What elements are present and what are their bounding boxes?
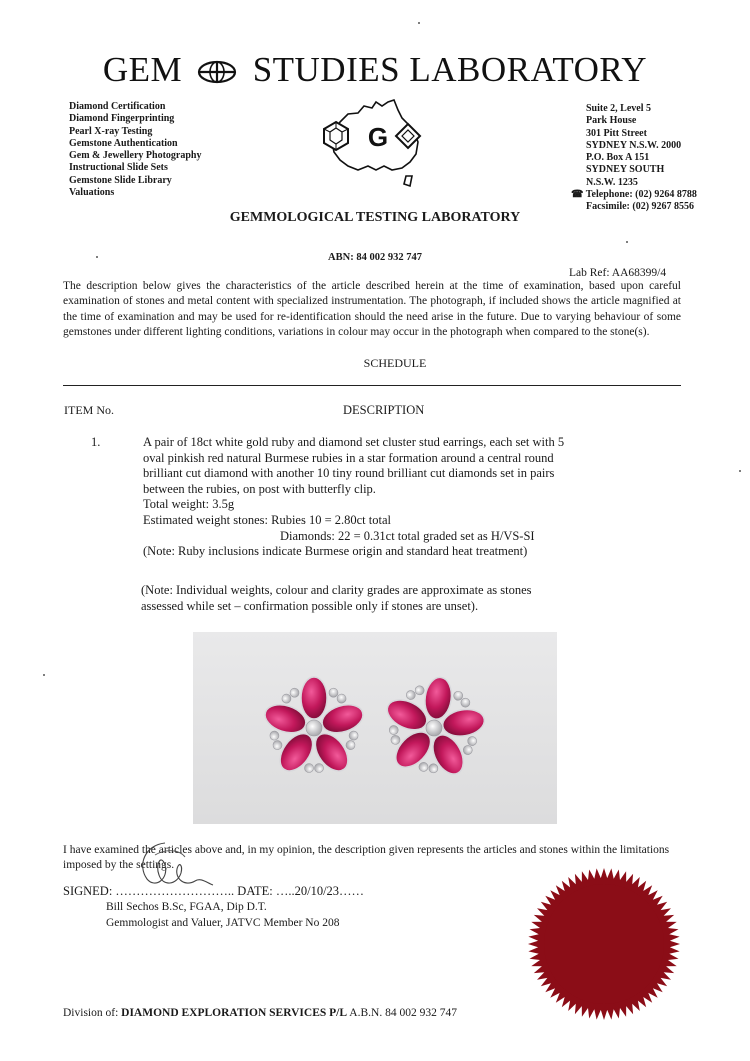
approximation-note bbox=[141, 583, 611, 614]
service-item: Gemstone Slide Library bbox=[69, 174, 172, 186]
scan-speck bbox=[96, 256, 98, 258]
telephone-number: Telephone: (02) 9264 8788 bbox=[585, 189, 697, 201]
item-description bbox=[143, 435, 613, 560]
address-line: Suite 2, Level 5 bbox=[586, 103, 651, 114]
signer-title: Gemmologist and Valuer, JATVC Member No 208 bbox=[106, 916, 340, 929]
earrings-photograph bbox=[193, 632, 557, 824]
divider bbox=[63, 385, 681, 386]
service-item: Pearl X-ray Testing bbox=[69, 125, 153, 137]
description-line: between the rubies, on post with butterfly clip. bbox=[143, 481, 376, 496]
scan-speck bbox=[739, 470, 741, 472]
examiner-declaration: I have examined the articles above and, in my opinion, the description given represents the articles and stones within the limitations imposed by the settings. bbox=[63, 844, 670, 872]
lab-subtitle: GEMMOLOGICAL TESTING LABORATORY bbox=[229, 210, 521, 225]
service-item: Diamond Certification bbox=[69, 101, 166, 112]
diamonds-weight: Diamonds: 22 = 0.31ct total graded set as H/VS-SI bbox=[280, 528, 535, 543]
address-line: 301 Pitt Street bbox=[586, 127, 647, 139]
scan-speck bbox=[626, 241, 628, 243]
schedule-heading: SCHEDULE bbox=[363, 356, 427, 370]
red-wax-seal bbox=[526, 866, 682, 1027]
division-prefix: Division of: bbox=[63, 1007, 119, 1019]
address-line: P.O. Box A 151 bbox=[586, 152, 650, 164]
right-earring bbox=[375, 670, 493, 784]
signer-block bbox=[106, 900, 339, 931]
title-studies-laboratory: STUDIES LABORATORY bbox=[252, 50, 648, 89]
note-line: (Note: Individual weights, colour and clarity grades are approximate as stones bbox=[141, 583, 532, 597]
facsimile-number: Facsimile: (02) 9267 8556 bbox=[586, 201, 695, 213]
division-company: DIAMOND EXPLORATION SERVICES P/L bbox=[121, 1007, 348, 1019]
address-line: SYDNEY SOUTH bbox=[586, 164, 665, 176]
logo-letter: G bbox=[367, 122, 389, 152]
laboratory-name bbox=[0, 50, 750, 93]
note-line: assessed while set – confirmation possible only if stones are unset). bbox=[141, 598, 479, 613]
abn-number: ABN: 84 002 932 747 bbox=[328, 252, 422, 263]
description-heading: DESCRIPTION bbox=[343, 403, 425, 417]
division-abn: A.B.N. 84 002 932 747 bbox=[349, 1007, 457, 1019]
item-no-heading: ITEM No. bbox=[64, 403, 114, 417]
signed-date-row: SIGNED: ……………………….. DATE: …..20/10/23…… bbox=[63, 884, 365, 898]
title-gem: GEM bbox=[102, 50, 183, 89]
description-line: brilliant cut diamond with another 10 tiny round brilliant cut diamonds set in pairs bbox=[143, 466, 555, 481]
left-earring bbox=[261, 677, 366, 777]
signer-name: Bill Sechos B.Sc, FGAA, Dip D.T. bbox=[106, 901, 267, 913]
address-line: SYDNEY N.S.W. 2000 bbox=[586, 139, 682, 151]
services-list bbox=[69, 101, 201, 199]
service-item: Valuations bbox=[69, 187, 115, 199]
gem-globe-icon bbox=[197, 53, 237, 93]
description-line: A pair of 18ct white gold ruby and diamond set cluster stud earrings, each set with 5 bbox=[143, 435, 565, 449]
service-item: Diamond Fingerprinting bbox=[69, 113, 175, 125]
item-number: 1. bbox=[91, 435, 101, 449]
telephone-row bbox=[571, 189, 697, 201]
ruby-note: (Note: Ruby inclusions indicate Burmese origin and standard heat treatment) bbox=[143, 544, 528, 559]
scan-speck bbox=[43, 674, 45, 676]
description-line: oval pinkish red natural Burmese rubies in a star formation around a central round bbox=[143, 450, 554, 465]
division-footer bbox=[63, 1007, 457, 1019]
service-item: Gemstone Authentication bbox=[69, 137, 178, 149]
address-block bbox=[571, 103, 697, 214]
total-weight: Total weight: 3.5g bbox=[143, 497, 235, 512]
intro-paragraph: The description below gives the characteristics of the article described herein at the time of examination, based upon careful examination of stones and metal content with specialized instrumentation. The photograph, if included shows the article magnified at the time of examination and may be used for re-identification should the need arise in the future. Due to varying behaviour of some gemstones under different lighting conditions, variations in colour may occur in the photograph when compared to the stone(s). bbox=[63, 280, 681, 339]
telephone-icon: ☎ bbox=[571, 189, 584, 201]
scan-speck bbox=[418, 22, 420, 24]
lab-reference: Lab Ref: AA68399/4 bbox=[569, 267, 667, 279]
address-line: Park House bbox=[586, 115, 637, 127]
rubies-weight: Estimated weight stones: Rubies 10 = 2.80ct total bbox=[143, 512, 391, 527]
service-item: Instructional Slide Sets bbox=[69, 162, 168, 174]
australia-map-logo bbox=[318, 96, 438, 199]
service-item: Gem & Jewellery Photography bbox=[69, 150, 202, 162]
address-line: N.S.W. 1235 bbox=[586, 176, 638, 188]
